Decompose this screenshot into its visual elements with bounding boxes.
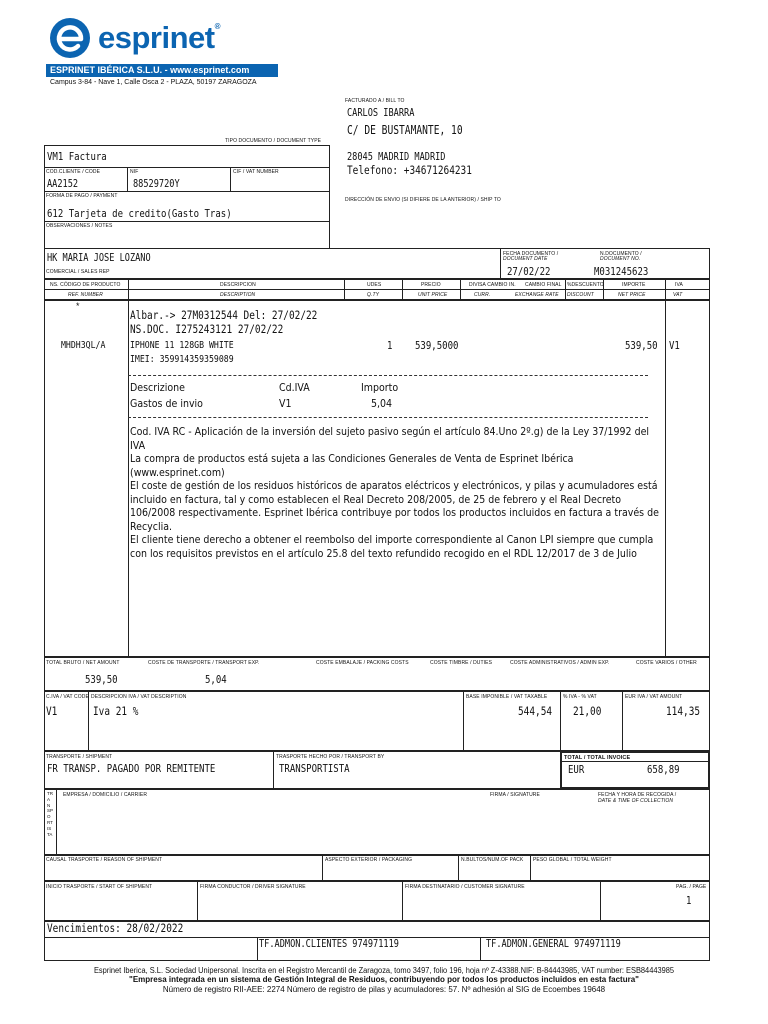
vat-desc-label: DESCRIPCION IVA / VAT DESCRIPTION [91, 694, 187, 700]
nif-value: 88529720Y [133, 178, 180, 190]
driver-signature-label: FIRMA CONDUCTOR / DRIVER SIGNATURE [200, 884, 306, 890]
transport-cost-value: 5,04 [205, 673, 227, 686]
doc-date-value: 27/02/22 [507, 265, 551, 278]
payment-label: FORMA DE PAGO / PAYMENT [46, 193, 118, 199]
duties-label: COSTE TIMBRE / DUTIES [430, 660, 493, 666]
footer-waste-notice: "Empresa integrada en un sistema de Gestión Integral de Residuos, contribuyendo por todos los productos incluidos en esta factura" [129, 975, 639, 984]
line-imei: IMEI: 359914359359089 [130, 354, 234, 365]
customer-code-label: COD.CLIENTE / CODE [46, 169, 101, 175]
col-price-header: PRECIO [421, 282, 441, 288]
admin-clients-phone: TF.ADMON.CLIENTES 974971119 [259, 938, 399, 950]
col-discount-header: %DESCUENTO [567, 282, 604, 288]
footer-register-numbers: Número de registro RII-AEE: 2274 Número de registro de pilas y acumuladores: 57. Nº adhesión al SIG de Ecoembes 19648 [162, 985, 606, 994]
gross-value: 539,50 [85, 673, 118, 686]
sub-row-desc: Gastos de invio [130, 397, 203, 410]
sub-vat-header: Cd.IVA [279, 381, 310, 394]
admin-label: COSTE ADMINISTRATIVOS / ADMIN EXP. [510, 660, 610, 666]
sales-rep-value: HK MARIA JOSE LOZANO [47, 252, 151, 264]
bill-to-street: C/ DE BUSTAMANTE, 10 [347, 123, 463, 137]
vat-amount-label: EUR IVA / VAT AMOUNT [625, 694, 683, 700]
admin-general-phone: TF.ADMON.GENERAL 974971119 [486, 938, 621, 950]
num-packs-label: N.BULTOS/NUM.OF PACK [461, 857, 524, 863]
weight-label: PESO GLOBAL / TOTAL WEIGHT [533, 857, 612, 863]
doc-date-label: FECHA DOCUMENTO / [503, 251, 559, 257]
carrier-vertical-label: TRANSPORTISTA [47, 791, 54, 837]
other-label: COSTE VARIOS / OTHER [636, 660, 697, 666]
bill-to-phone: Telefono: +34671264231 [347, 163, 472, 177]
packaging-label: ASPECTO EXTERIOR / PACKAGING [325, 857, 413, 863]
sub-amount-header: Importo [361, 381, 399, 394]
customer-code: AA2152 [47, 178, 79, 190]
start-shipment-label: INICIO TRASPORTE / START OF SHIPMENT [46, 884, 153, 890]
nif-label: NIF [130, 169, 139, 175]
transport-by-label: TRASPORTE HECHO POR / TRANSPORT BY [276, 754, 385, 760]
line-asterisk: * [76, 301, 80, 311]
col-desc-header: DESCRIPCION [220, 282, 256, 288]
vat-pct-label: % IVA - % VAT [563, 694, 597, 700]
cif-label: CIF / VAT NUMBER [233, 169, 279, 175]
customer-signature-label: FIRMA DESTINATARIO / CUSTOMER SIGNATURE [405, 884, 525, 890]
line-ref: MHDH3QL/A [61, 340, 106, 351]
sub-row-amount: 5,04 [371, 397, 393, 410]
shipment-label: TRANSPORTE / SHIPMENT [46, 754, 113, 760]
doc-type-value: VM1 Factura [47, 150, 107, 163]
line-qty: 1 [387, 339, 393, 352]
vat-base-value: 544,54 [518, 704, 553, 718]
col-qty-header: UDES [367, 282, 382, 288]
footer-registry: Esprinet Iberica, S.L. Sociedad Unipersonal. Inscrita en el Registro Mercantil de Zaragoza, tomo 3497, folio 196, hoja nº Z-43388.NIF: B-84443985, VAT number: ESB84443985 [93, 966, 675, 975]
vat-base-label: BASE IMPONIBLE / VAT TAXABLE [466, 694, 548, 700]
vat-amount-value: 114,35 [666, 704, 701, 718]
doc-no-label: N.DOCUMENTO / [600, 251, 642, 257]
legal-notes: Cod. IVA RC - Aplicación de la inversión del sujeto pasivo según el artículo 84.Uno 2º.g) de la Ley 37/1992 del IVA La compra de productos está sujeta a las Condiciones Generales de Venta de Esprinet Ibérica (www.esprinet.com) El coste de gestión de los residuos históricos de aparatos eléctricos y electrónicos, y pilas y acumuladores está incluido en factura, tal y como establecen el Real Decreto 208/2005, de 25 de febrero y el Real Decreto 106/2008 respectivamente. Esprinet Ibérica contribuye por todos los productos incluidos en factura a través de Recyclia. El cliente tiene derecho a obtener el reembolso del importe correspondiente al Canon LPI siempre que cumpla con los requisitos previstos en el artículo 25.8 del texto refundido recogido en el RDL 12/2017 de 3 de Julio [130, 425, 659, 560]
packing-label: COSTE EMBALAJE / PACKING COSTS [316, 660, 409, 666]
page-label: PAG. / PAGE [676, 884, 707, 890]
total-invoice-label: TOTAL / TOTAL INVOICE [564, 755, 631, 761]
company-address: Campus 3-84 - Nave 1, Calle Osca 2 - PLAZA, 50197 ZARAGOZA [50, 79, 257, 86]
vat-pct-value: 21,00 [573, 704, 602, 718]
line-product: IPHONE 11 128GB WHITE [130, 340, 234, 351]
reason-label: CAUSAL TRASPORTE / REASON OF SHIPMENT [46, 857, 163, 863]
line-vat: V1 [669, 339, 680, 352]
logo-wordmark: esprinet® [98, 20, 221, 55]
vat-code-value: V1 [46, 704, 58, 718]
transport-cost-label: COSTE DE TRANSPORTE / TRANSPORT EXP. [148, 660, 260, 666]
vat-code-label: C.IVA / VAT CODE [46, 694, 89, 700]
due-date: Vencimientos: 28/02/2022 [47, 921, 184, 935]
shipment-value: FR TRANSP. PAGADO POR REMITENTE [47, 762, 216, 775]
gross-label: TOTAL BRUTO / NET AMOUNT [46, 660, 120, 666]
payment-value: 612 Tarjeta de credito(Gasto Tras) [47, 207, 232, 220]
total-amount: 658,89 [647, 763, 680, 776]
line-price: 539,5000 [415, 339, 459, 352]
bill-to-name: CARLOS IBARRA [347, 107, 415, 119]
transport-by-value: TRANSPORTISTA [279, 762, 350, 775]
col-net-header: IMPORTE [622, 282, 646, 288]
col-ref-header: NS. CÓDIGO DE PRODUCTO [50, 282, 121, 288]
company-banner: ESPRINET IBÉRICA S.L.U. - www.esprinet.com [46, 64, 278, 77]
bill-to-city: 28045 MADRID MADRID [347, 151, 446, 163]
collection-date-label: FECHA Y HORA DE RECOGIDA / [598, 792, 677, 798]
vat-row [44, 691, 710, 751]
sub-desc-header: Descrizione [130, 381, 185, 394]
page-number: 1 [686, 894, 692, 907]
doc-no-value: M031245623 [594, 265, 649, 278]
line-albar: Albar.-> 27M0312544 Del: 27/02/22 [130, 308, 318, 322]
total-currency: EUR [568, 763, 585, 776]
sales-rep-label: COMERCIAL / SALES REP [46, 269, 110, 275]
col-vat-header: IVA [675, 282, 683, 288]
doc-type-label: TIPO DOCUMENTO / DOCUMENT TYPE [225, 138, 322, 144]
vat-desc-value: Iva 21 % [93, 704, 139, 718]
notes-label: OBSERVACIONES / NOTES [46, 223, 113, 229]
ship-to-label: DIRECCIÓN DE ENVIO (SI DIFIERE DE LA ANTERIOR) / SHIP TO [345, 197, 501, 203]
sub-row-vat: V1 [279, 397, 292, 410]
carrier-signature-label: FIRMA / SIGNATURE [490, 792, 540, 798]
col-currency-header: DIVISA CAMBIO IN. [469, 282, 516, 288]
line-nsdoc: NS.DOC. I275243121 27/02/22 [130, 322, 284, 336]
line-net: 539,50 [625, 339, 658, 352]
esprinet-logo-icon [50, 18, 90, 58]
bill-to-label: FACTURADO A / BILL TO [345, 98, 405, 104]
col-exchange-header: CAMBIO FINAL [525, 282, 562, 288]
carrier-label: EMPRESA / DOMICILIO / CARRIER [63, 792, 148, 798]
